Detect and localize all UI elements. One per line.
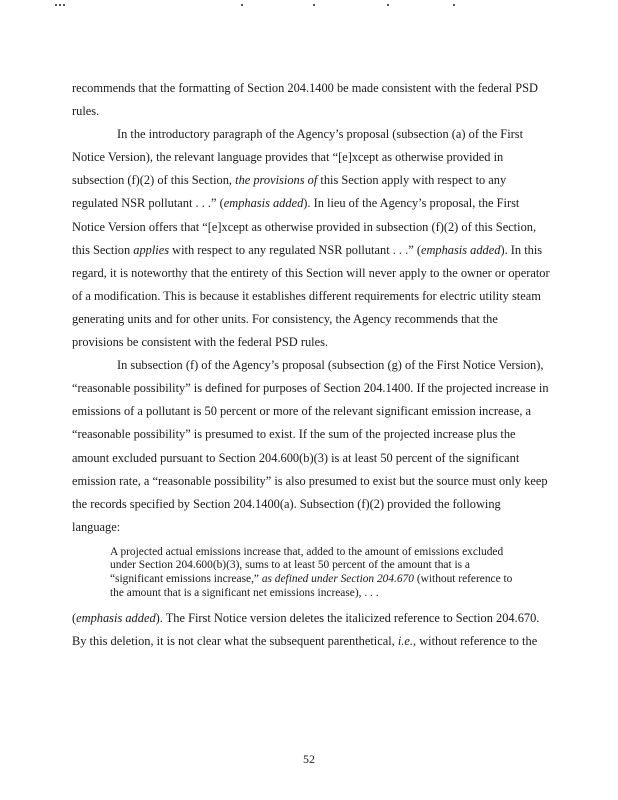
text-run: In subsection (f) of the Agency’s proposal (subsection (g) of the First Notice Version), “reasonable possibility” is defined for purposes of Section 204.1400. If the projected increase in emissions of a pollutant is 50 percent or more of the relevant significant emission increase, a “reasonable possibility” is presumed to exist. If the sum of the projected increase plus the amount excluded pursuant to Section 204.600(b)(3) is at least 50 percent of the significant emission rate, a “reasonable possibility” is also presumed to exist but the source must only keep the records specified by Section 204.1400(a). Subsection (f)(2) provided the following language:	[72, 358, 549, 534]
italic-text-run: emphasis added	[420, 242, 501, 257]
italic-text-run: i.e.	[397, 634, 413, 649]
text-run: ). The First Notice version deletes the italicized reference to Section 204.670. By this deletion, it is not clear what the subsequent parenthetical,	[72, 611, 540, 649]
italic-text-run: as defined under Section 204.670	[261, 573, 414, 586]
italic-text-run: applies	[133, 242, 170, 257]
paragraph-1	[72, 77, 550, 123]
text-run: ). In lieu of the Agency’s proposal, the First Notice Version offers that “[e]xcept as otherwise provided in subsection (f)(2) of this Section, this Section	[72, 196, 537, 257]
text-run: this Section apply with respect to any regulated NSR pollutant . . .” (	[72, 173, 507, 211]
text-run: A projected actual emissions increase that, added to the amount of emissions excluded under Section 204.600(b)(3), sums to at least 50 percent of the amount that is a “significant emissions increase,”	[110, 545, 504, 586]
text-run: ). In this regard, it is noteworthy that the entirety of this Section will never apply to the owner or operator of a modification. This is because it establishes different requirements for electric utility steam generating units and for other units. For consistency, the Agency recommends that the provisions be consistent with the federal PSD rules.	[72, 242, 550, 350]
text-run: (without reference to the amount that is a significant net emissions increase), . . .	[110, 573, 513, 599]
scan-marks	[55, 4, 555, 8]
paragraph-3	[72, 354, 550, 539]
paragraph-2	[72, 123, 550, 354]
paragraph-closing	[72, 607, 550, 653]
italic-text-run: emphasis added	[76, 611, 156, 626]
italic-text-run: emphasis added	[223, 196, 304, 211]
text-run: In the introductory paragraph of the Agency’s proposal (subsection (a) of the First Notice Version), the relevant language provides that “[e]xcept as otherwise provided in subsection (f)(2) of this Section,	[72, 127, 524, 188]
text-run: , without reference to the	[413, 634, 538, 649]
italic-text-run: the provisions of	[235, 173, 318, 188]
text-run: (	[72, 611, 77, 626]
text-run: recommends that the formatting of Section 204.1400 be made consistent with the federal PSD rules.	[72, 81, 538, 119]
document-body	[72, 77, 550, 653]
block-quote	[110, 546, 522, 600]
page-number: 52	[303, 752, 315, 766]
text-run: with respect to any regulated NSR pollutant . . .” (	[169, 242, 421, 257]
